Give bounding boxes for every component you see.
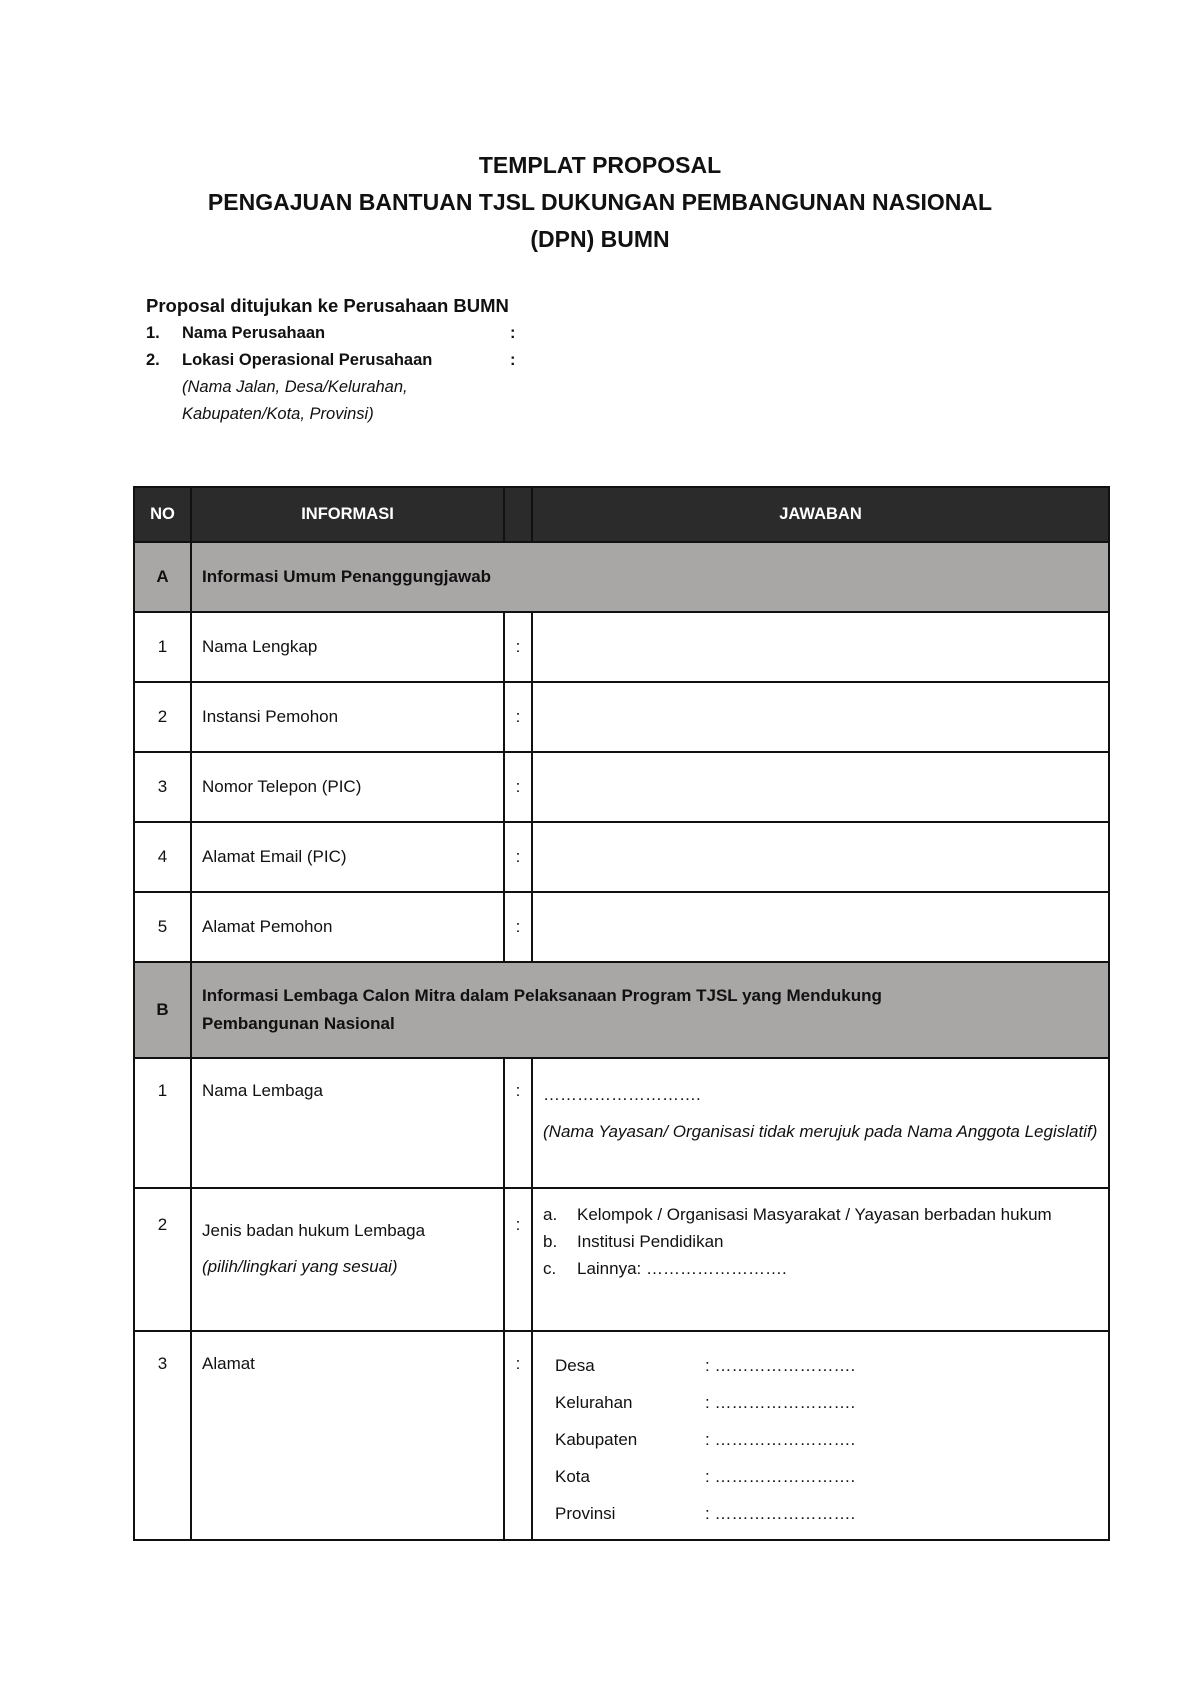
table-row	[134, 822, 1109, 892]
row-number: 2	[134, 682, 191, 752]
address-fields	[532, 1331, 1109, 1540]
address-value-kelurahan[interactable]: : …………………….	[705, 1393, 856, 1412]
location-note-line-1: (Nama Jalan, Desa/Kelurahan,	[182, 378, 408, 396]
table-row	[134, 1331, 1109, 1540]
recipient-item-company-name	[146, 320, 846, 347]
row-colon: :	[504, 612, 532, 682]
answer-note: (Nama Yayasan/ Organisasi tidak merujuk pada Nama Anggota Legislatif)	[543, 1122, 1098, 1141]
table-row	[134, 682, 1109, 752]
answer-field-instansi-pemohon[interactable]	[532, 682, 1109, 752]
proposal-form-table	[133, 486, 1110, 1541]
row-colon: :	[504, 752, 532, 822]
row-colon: :	[504, 1188, 532, 1331]
recipient-heading: Proposal ditujukan ke Perusahaan BUMN	[146, 295, 509, 316]
table-row	[134, 892, 1109, 962]
answer-options	[532, 1188, 1109, 1331]
section-title-line-2: Pembangunan Nasional	[202, 1014, 395, 1033]
table-row	[134, 1188, 1109, 1331]
section-b-row	[134, 962, 1109, 1058]
fill-in-dots: ……………………….	[543, 1085, 701, 1104]
row-colon: :	[504, 822, 532, 892]
table-row	[134, 752, 1109, 822]
row-label: Nomor Telepon (PIC)	[191, 752, 504, 822]
address-label-kabupaten: Kabupaten	[555, 1430, 638, 1449]
document-title	[0, 147, 1200, 258]
row-colon: :	[504, 682, 532, 752]
item-label: Lokasi Operasional Perusahaan	[182, 351, 433, 369]
answer-field-nama-lembaga[interactable]	[532, 1058, 1109, 1188]
row-colon: :	[504, 1331, 532, 1540]
table-row	[134, 612, 1109, 682]
recipient-item-location	[146, 347, 846, 374]
item-number: 1.	[146, 324, 160, 342]
table-row	[134, 1058, 1109, 1188]
item-colon: :	[510, 324, 516, 342]
option-marker: a.	[543, 1205, 558, 1224]
option-text: Kelompok / Organisasi Masyarakat / Yayasan berbadan hukum	[577, 1205, 1052, 1224]
title-line-2: PENGAJUAN BANTUAN TJSL DUKUNGAN PEMBANGUNAN NASIONAL	[207, 189, 993, 215]
row-label: Alamat	[191, 1331, 504, 1540]
address-label-desa: Desa	[555, 1356, 595, 1375]
row-label: Jenis badan hukum Lembaga	[202, 1221, 426, 1240]
section-title-line-1: Informasi Lembaga Calon Mitra dalam Pelaksanaan Program TJSL yang Mendukung	[202, 986, 882, 1005]
row-number: 1	[134, 1058, 191, 1188]
option-item[interactable]	[543, 1201, 1098, 1228]
row-label: Nama Lembaga	[191, 1058, 504, 1188]
option-text: Lainnya: …………………….	[577, 1259, 787, 1278]
address-value-kota[interactable]: : …………………….	[705, 1467, 856, 1486]
address-value-provinsi[interactable]: : …………………….	[705, 1504, 856, 1523]
address-label-provinsi: Provinsi	[555, 1504, 616, 1523]
option-marker: c.	[543, 1259, 557, 1278]
row-number: 1	[134, 612, 191, 682]
row-colon: :	[504, 1058, 532, 1188]
row-number: 3	[134, 752, 191, 822]
option-item[interactable]	[543, 1255, 1098, 1282]
header-informasi: INFORMASI	[191, 487, 504, 542]
item-number: 2.	[146, 351, 160, 369]
section-title	[191, 962, 1109, 1058]
title-line-1: TEMPLAT PROPOSAL	[478, 152, 722, 178]
section-a-row	[134, 542, 1109, 612]
item-colon: :	[510, 351, 516, 369]
header-colon-cell	[504, 487, 532, 542]
row-label: Nama Lengkap	[191, 612, 504, 682]
title-line-3: (DPN) BUMN	[530, 226, 670, 252]
answer-field-alamat-email[interactable]	[532, 822, 1109, 892]
header-no: NO	[134, 487, 191, 542]
answer-field-nama-lengkap[interactable]	[532, 612, 1109, 682]
section-title: Informasi Umum Penanggungjawab	[191, 542, 1109, 612]
row-number: 4	[134, 822, 191, 892]
location-note	[182, 374, 482, 428]
section-code: A	[134, 542, 191, 612]
address-label-kelurahan: Kelurahan	[555, 1393, 633, 1412]
header-jawaban: JAWABAN	[532, 487, 1109, 542]
row-number: 5	[134, 892, 191, 962]
row-label: Alamat Pemohon	[191, 892, 504, 962]
row-hint: (pilih/lingkari yang sesuai)	[202, 1257, 398, 1276]
answer-field-alamat-pemohon[interactable]	[532, 892, 1109, 962]
address-label-kota: Kota	[555, 1467, 590, 1486]
address-value-desa[interactable]: : …………………….	[705, 1356, 856, 1375]
option-marker: b.	[543, 1232, 558, 1251]
answer-field-nomor-telepon[interactable]	[532, 752, 1109, 822]
row-number: 3	[134, 1331, 191, 1540]
row-number: 2	[134, 1188, 191, 1331]
address-value-kabupaten[interactable]: : …………………….	[705, 1430, 856, 1449]
row-label: Alamat Email (PIC)	[191, 822, 504, 892]
option-item[interactable]	[543, 1228, 1098, 1255]
row-label-cell	[191, 1188, 504, 1331]
section-code: B	[134, 962, 191, 1058]
row-colon: :	[504, 892, 532, 962]
option-text: Institusi Pendidikan	[577, 1232, 724, 1251]
recipient-block	[146, 292, 846, 428]
location-note-line-2: Kabupaten/Kota, Provinsi)	[182, 405, 374, 423]
table-header-row	[134, 487, 1109, 542]
row-label: Instansi Pemohon	[191, 682, 504, 752]
item-label: Nama Perusahaan	[182, 324, 326, 342]
